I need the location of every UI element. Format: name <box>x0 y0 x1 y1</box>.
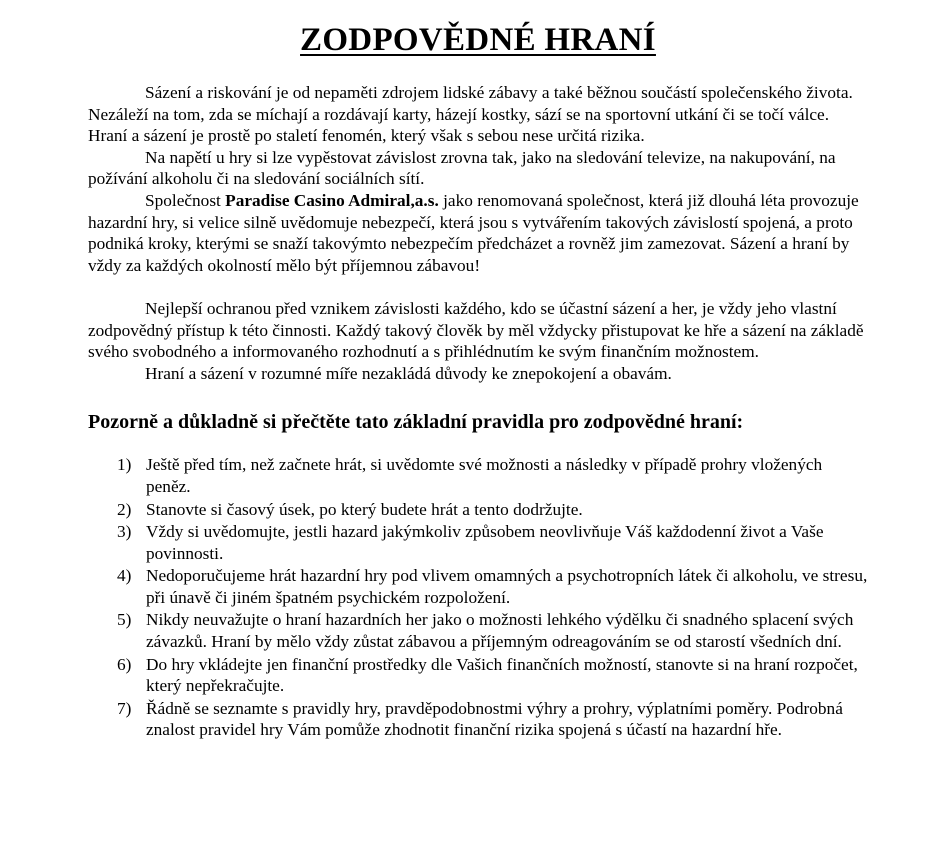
list-item <box>88 609 868 652</box>
paragraph-addiction: Na napětí u hry si lze vypěstovat závislost zrovna tak, jako na sledování televize, na nakupování, na požívání alkoholu či na sledování sociálních sítí. <box>88 147 836 189</box>
list-item <box>88 565 868 608</box>
company-text-after: jako renomovaná společnost, která již dlouhá léta provozuje hazardní hry, si velice silně uvědomuje nebezpečí, která jsou s vytvářením takových závislostí spojená, a proto podniká kroky, kterými se snaží takovýmto nebezpečím předcházet a rovněž jim zamezovat. Sázení a hraní by vždy za každých okolností mělo být příjemnou zábavou! <box>88 190 859 275</box>
list-item-text: Vždy si uvědomujte, jestli hazard jakýmkoliv způsobem neovlivňuje Váš každodenní život a Vaše povinnosti. <box>146 522 824 563</box>
list-item-number: 7) <box>117 698 132 718</box>
list-item-text: Řádně se seznamte s pravidly hry, pravděpodobnostmi výhry a prohry, výplatními poměry. Podrobná znalost pravidel hry Vám pomůže zhodnotit finanční rizika spojená s účastí na hazardní hře. <box>146 698 843 740</box>
list-item-text: Stanovte si časový úsek, po který budete hrát a tento dodržujte. <box>146 499 583 519</box>
company-name: Paradise Casino Admiral,a.s. <box>225 190 439 210</box>
paragraph-protection: Nejlepší ochranou před vznikem závislosti každého, kdo se účastní sázení a her, je vždy jeho vlastní zodpovědný přístup k této činnosti. Každý takový člověk by měl vždycky přistupovat ke hře a sázení na základě svého svobodného a informovaného rozhodnutí a s přihlédnutím ke svým finančním možnostem. <box>88 298 864 362</box>
rules-list <box>88 454 868 741</box>
list-item-text: Nikdy neuvažujte o hraní hazardních her jako o možnosti lehkého výdělku či snadného splacení svých závazků. Hraní by mělo vždy zůstat zábavou a příjemným odreagováním se od starostí všedních dní. <box>146 610 854 652</box>
list-item-number: 2) <box>117 499 132 519</box>
list-item-number: 6) <box>117 654 132 674</box>
paragraph-intro: Sázení a riskování je od nepaměti zdrojem lidské zábavy a také běžnou součástí společenského života. Nezáleží na tom, zda se míchají a rozdávají karty, házejí kostky, sází se na sportovní utkání či se točí válce. Hraní a sázení je prostě po staletí fenomén, který však s sebou nese určitá rizika. <box>88 83 853 146</box>
list-item <box>88 521 868 564</box>
paragraph-company <box>88 190 868 276</box>
intro-text <box>88 82 868 384</box>
list-item-number: 4) <box>117 566 132 586</box>
paragraph-moderation: Hraní a sázení v rozumné míře nezakládá důvody ke znepokojení a obavám. <box>145 363 672 383</box>
rules-heading: Pozorně a důkladně si přečtěte tato základní pravidla pro zodpovědné hraní: <box>88 411 744 434</box>
document-title: ZODPOVĚDNÉ HRANÍ <box>300 22 656 58</box>
list-item-number: 5) <box>117 610 132 630</box>
list-item-text: Nedoporučujeme hrát hazardní hry pod vlivem omamných a psychotropních látek či alkoholu, ve stresu, při únavě či jiném špatném psychickém rozpoložení. <box>146 566 868 607</box>
list-item-text: Ještě před tím, než začnete hrát, si uvědomte své možnosti a následky v případě prohry vložených peněz. <box>146 455 823 496</box>
list-item <box>88 454 868 497</box>
list-item-number: 1) <box>117 455 132 475</box>
document <box>88 0 868 742</box>
list-item <box>88 499 868 521</box>
list-item <box>88 698 868 741</box>
list-item <box>88 654 868 697</box>
company-text-before: Společnost <box>145 190 226 210</box>
list-item-text: Do hry vkládejte jen finanční prostředky dle Vašich finančních možností, stanovte si na hraní rozpočet, který nepřekračujte. <box>146 654 858 696</box>
list-item-number: 3) <box>117 522 132 542</box>
